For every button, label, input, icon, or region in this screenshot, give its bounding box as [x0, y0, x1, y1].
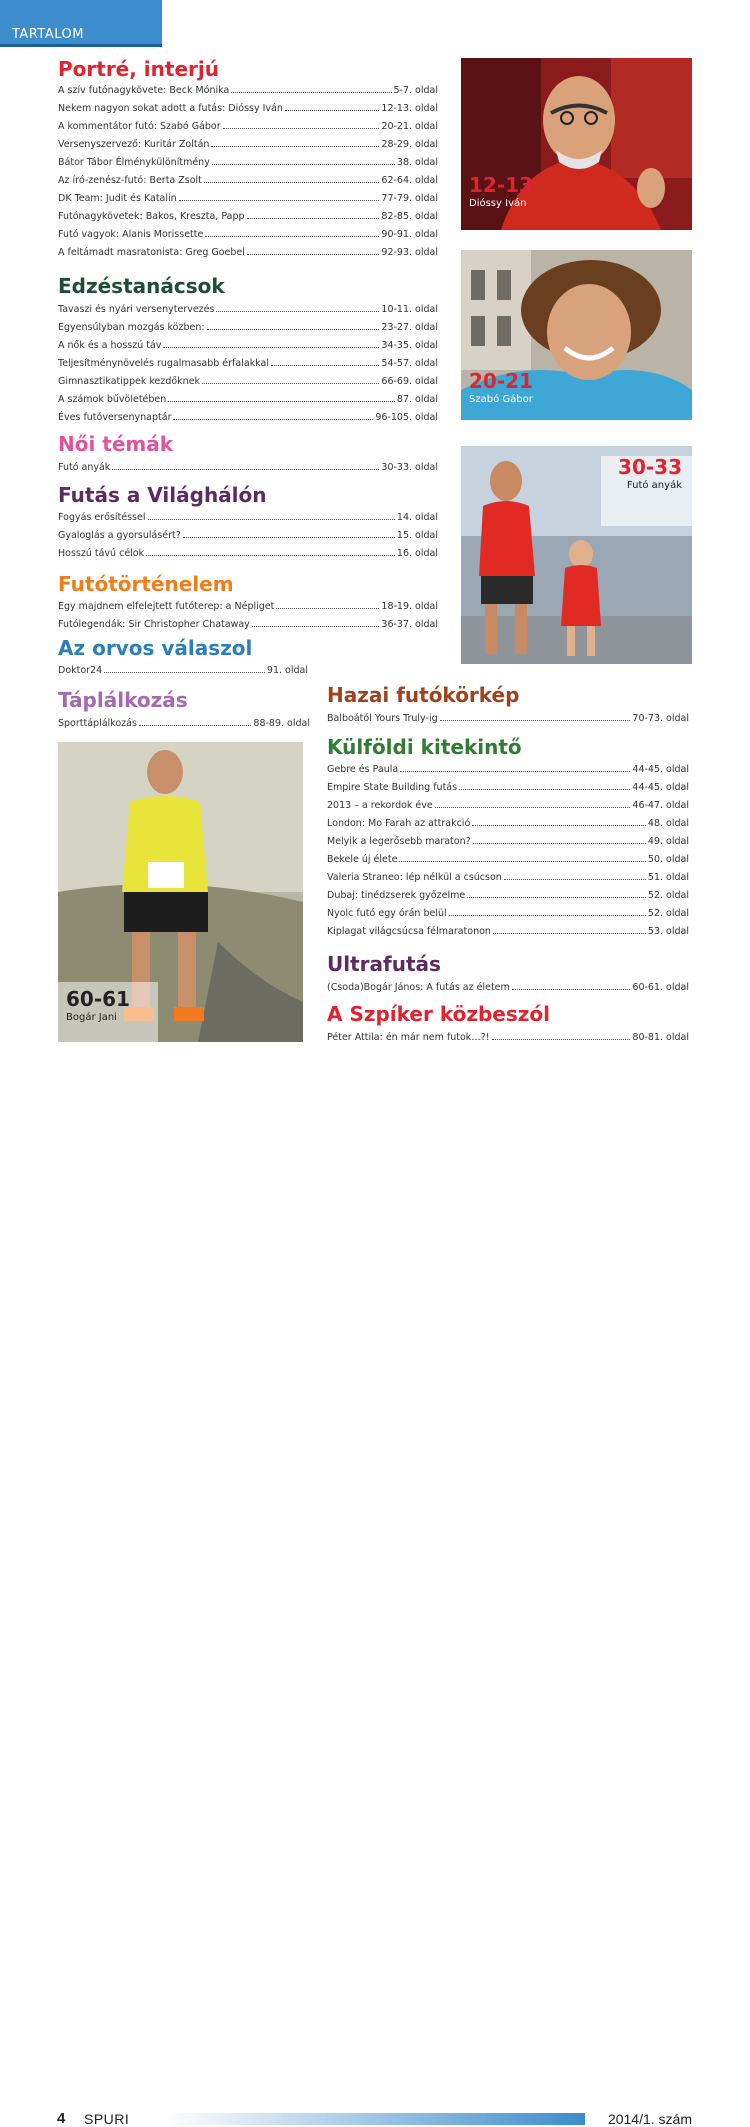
toc-entry: [58, 333, 438, 351]
section-title-portre: Portré, interjú: [58, 57, 219, 81]
toc-entry-leader: [440, 720, 631, 721]
toc-entry-title: A feltámadt masratonista: Greg Goebel: [58, 247, 245, 258]
toc-entry: [58, 78, 438, 96]
toc-entry-leader: [467, 897, 646, 898]
toc-entry-pages: 38. oldal: [396, 157, 438, 168]
toc-entry: [58, 132, 438, 150]
section-title-noi: Női témák: [58, 432, 174, 456]
toc-entry-leader: [271, 365, 379, 366]
photo-pages-bogar: 60-61: [66, 987, 130, 1011]
toc-entry-leader: [493, 933, 646, 934]
toc-entry-leader: [473, 843, 646, 844]
toc-entry: [327, 757, 689, 775]
toc-entry-pages: 66-69. oldal: [381, 376, 438, 387]
photo-pages-diossy: 12-13: [469, 173, 533, 197]
toc-entry-leader: [435, 807, 631, 808]
toc-entry-title: DK Team: Judit és Katalin: [58, 193, 177, 204]
photo-caption-futo-anyak: [618, 456, 682, 491]
toc-entry: [58, 96, 438, 114]
toc-entry: [58, 222, 438, 240]
footer-gradient-bar: [165, 2113, 585, 2125]
toc-entry-pages: 91. oldal: [266, 665, 308, 676]
footer-issue: 2014/1. szám: [607, 2111, 692, 2127]
toc-entry-leader: [173, 419, 373, 420]
toc-entry: [58, 351, 438, 369]
toc-entry-leader: [252, 626, 380, 627]
toc-entry-pages: 51. oldal: [647, 872, 689, 883]
toc-entry-title: Egy majdnem elfelejtett futóterep: a Népliget: [58, 601, 275, 612]
toc-entry-title: Éves futóversenynaptár: [58, 412, 172, 423]
toc-list-portre: [58, 78, 438, 258]
toc-entry-pages: 48. oldal: [647, 818, 689, 829]
photo-pages-szabo: 20-21: [469, 369, 533, 393]
toc-entry: [58, 541, 438, 559]
toc-entry: [58, 455, 438, 473]
toc-entry-pages: 12-13. oldal: [381, 103, 438, 114]
toc-entry: [58, 505, 438, 523]
toc-entry: [58, 612, 438, 630]
toc-entry-pages: 15. oldal: [396, 530, 438, 541]
photo-futo-anyak: [461, 446, 692, 664]
section-title-orvos: Az orvos válaszol: [58, 636, 253, 660]
toc-entry-title: Kiplagat világcsúcsa félmaratonon: [327, 926, 491, 937]
toc-entry: [58, 297, 438, 315]
toc-entry-title: Teljesítménynövelés rugalmasabb érfalakkal: [58, 358, 269, 369]
toc-entry-title: Fogyás erősítéssel: [58, 512, 146, 523]
toc-entry-title: Egyensúlyban mozgás közben:: [58, 322, 205, 333]
section-title-edzes: Edzéstanácsok: [58, 274, 225, 298]
toc-entry-leader: [139, 725, 251, 726]
toc-entry-title: Doktor24: [58, 665, 103, 676]
toc-entry-pages: 92-93. oldal: [381, 247, 438, 258]
toc-entry-pages: 10-11. oldal: [381, 304, 438, 315]
toc-entry-title: Nyolc futó egy órán belül: [327, 908, 447, 919]
toc-entry-leader: [212, 164, 395, 165]
toc-entry-leader: [400, 771, 630, 772]
toc-list-vilaghalo: [58, 505, 438, 559]
toc-entry: [58, 387, 438, 405]
toc-entry-pages: 70-73. oldal: [632, 713, 689, 724]
toc-entry-pages: 96-105. oldal: [375, 412, 438, 423]
section-title-taplalkozas: Táplálkozás: [58, 688, 188, 712]
section-title-vilaghalo: Futás a Világhálón: [58, 483, 267, 507]
toc-entry-pages: 30-33. oldal: [381, 462, 438, 473]
toc-entry: [327, 706, 689, 724]
section-title-tortenelem: Futótörténelem: [58, 572, 234, 596]
toc-entry-pages: 36-37. oldal: [381, 619, 438, 630]
toc-entry-leader: [179, 200, 380, 201]
toc-entry-pages: 77-79. oldal: [381, 193, 438, 204]
toc-entry-title: Futólegendák: Sir Christopher Chataway: [58, 619, 250, 630]
toc-list-szpiker: [327, 1025, 689, 1043]
toc-entry: [58, 150, 438, 168]
toc-entry: [58, 186, 438, 204]
toc-entry: [58, 658, 308, 676]
toc-entry: [58, 369, 438, 387]
section-tab: [0, 0, 162, 47]
toc-entry-pages: 23-27. oldal: [381, 322, 438, 333]
toc-entry: [58, 204, 438, 222]
toc-entry-pages: 44-45. oldal: [632, 782, 689, 793]
toc-entry-leader: [285, 110, 380, 111]
toc-entry-title: Bátor Tábor Élménykülönítmény: [58, 157, 210, 168]
photo-name-bogar: Bogár Jani: [66, 1012, 117, 1023]
toc-entry-pages: 50. oldal: [647, 854, 689, 865]
toc-entry: [58, 594, 438, 612]
toc-entry-pages: 20-21. oldal: [381, 121, 438, 132]
toc-entry-title: Nekem nagyon sokat adott a futás: Dióssy Iván: [58, 103, 283, 114]
toc-entry-leader: [492, 1039, 631, 1040]
toc-entry-leader: [104, 672, 265, 673]
section-tab-label: TARTALOM: [12, 27, 84, 42]
toc-entry-pages: 60-61. oldal: [632, 982, 689, 993]
section-title-szpiker: A Szpíker közbeszól: [327, 1002, 550, 1026]
toc-entry-pages: 14. oldal: [396, 512, 438, 523]
photo-caption-szabo: [469, 370, 533, 405]
toc-entry-leader: [223, 128, 380, 129]
toc-list-noi: [58, 455, 438, 473]
toc-entry-title: London: Mo Farah az attrakció: [327, 818, 471, 829]
photo-name-futo-anyak: Futó anyák: [626, 480, 682, 491]
toc-entry-title: A szív futónagykövete: Beck Mónika: [58, 85, 230, 96]
toc-list-tortenelem: [58, 594, 438, 630]
photo-bogar-jani: [58, 742, 303, 1042]
toc-entry-leader: [146, 555, 395, 556]
toc-entry-title: Dubaj: tinédzserek győzelme: [327, 890, 466, 901]
toc-entry-title: Gyaloglás a gyorsulásért?: [58, 530, 181, 541]
toc-entry-pages: 80-81. oldal: [632, 1032, 689, 1043]
section-title-ultra: Ultrafutás: [327, 952, 441, 976]
toc-entry-title: Az író-zenész-futó: Berta Zsolt: [58, 175, 202, 186]
toc-entry-pages: 18-19. oldal: [381, 601, 438, 612]
toc-entry-leader: [216, 311, 379, 312]
toc-entry-title: Bekele új élete: [327, 854, 398, 865]
toc-list-taplalkozas: [58, 711, 310, 729]
toc-entry-leader: [207, 329, 380, 330]
photo-caption-diossy: [469, 174, 533, 209]
toc-entry-leader: [183, 537, 395, 538]
toc-entry: [327, 975, 689, 993]
toc-entry-pages: 46-47. oldal: [632, 800, 689, 811]
toc-entry-title: Empire State Building futás: [327, 782, 458, 793]
section-title-kulfoldi: Külföldi kitekintő: [327, 735, 522, 759]
toc-entry-title: Gebre és Paula: [327, 764, 399, 775]
toc-entry-title: Futónagykövetek: Bakos, Kreszta, Papp: [58, 211, 245, 222]
toc-entry: [58, 168, 438, 186]
photo-name-szabo: Szabó Gábor: [469, 394, 533, 405]
toc-entry-leader: [168, 401, 395, 402]
toc-entry-pages: 87. oldal: [396, 394, 438, 405]
toc-entry-title: Tavaszi és nyári versenytervezés: [58, 304, 215, 315]
toc-entry: [58, 523, 438, 541]
section-title-hazai: Hazai futókörkép: [327, 683, 520, 707]
toc-entry-title: 2013 – a rekordok éve: [327, 800, 433, 811]
toc-entry: [327, 865, 689, 883]
toc-entry-title: Melyik a legerősebb maraton?: [327, 836, 471, 847]
toc-entry: [327, 883, 689, 901]
toc-list-ultra: [327, 975, 689, 993]
toc-entry-leader: [112, 469, 379, 470]
toc-entry: [327, 811, 689, 829]
toc-entry-pages: 52. oldal: [647, 908, 689, 919]
toc-entry-pages: 82-85. oldal: [381, 211, 438, 222]
toc-entry-pages: 16. oldal: [396, 548, 438, 559]
toc-entry-pages: 49. oldal: [647, 836, 689, 847]
toc-entry-leader: [148, 519, 395, 520]
toc-entry-pages: 54-57. oldal: [381, 358, 438, 369]
photo-szabo-gabor: [461, 250, 692, 420]
toc-entry: [58, 114, 438, 132]
toc-entry: [58, 405, 438, 423]
toc-entry-leader: [504, 879, 646, 880]
toc-entry-leader: [449, 915, 646, 916]
toc-entry: [327, 1025, 689, 1043]
toc-entry-leader: [211, 146, 379, 147]
toc-list-edzes: [58, 297, 438, 423]
toc-entry-leader: [472, 825, 646, 826]
toc-entry-leader: [204, 182, 379, 183]
toc-entry-title: Hosszú távú célok: [58, 548, 145, 559]
footer-magazine-name: SPURI: [84, 2111, 130, 2127]
toc-entry-leader: [247, 254, 380, 255]
toc-entry: [327, 847, 689, 865]
toc-entry-pages: 5-7. oldal: [393, 85, 438, 96]
toc-entry-leader: [163, 347, 379, 348]
toc-entry: [58, 315, 438, 333]
toc-entry-pages: 88-89. oldal: [253, 718, 310, 729]
photo-name-diossy: Dióssy Iván: [469, 198, 527, 209]
toc-entry-pages: 62-64. oldal: [381, 175, 438, 186]
toc-entry-title: (Csoda)Bogár János: A futás az életem: [327, 982, 510, 993]
toc-entry-title: Futó vagyok: Alanis Morissette: [58, 229, 204, 240]
toc-entry: [58, 711, 310, 729]
toc-entry-leader: [247, 218, 380, 219]
toc-entry-title: Valeria Straneo: lép nélkül a csúcson: [327, 872, 502, 883]
toc-list-orvos: [58, 658, 308, 676]
toc-entry-title: A nők és a hosszú táv: [58, 340, 162, 351]
photo-pages-futo-anyak: 30-33: [618, 455, 682, 479]
toc-entry-title: Balboától Yours Truly-ig: [327, 713, 438, 724]
toc-entry: [327, 829, 689, 847]
footer: [0, 1050, 750, 2127]
toc-entry-pages: 90-91. oldal: [381, 229, 438, 240]
toc-entry-leader: [205, 236, 379, 237]
toc-list-hazai: [327, 706, 689, 724]
photo-caption-bogar: [58, 982, 158, 1042]
toc-entry-pages: 53. oldal: [647, 926, 689, 937]
toc-entry-leader: [231, 92, 391, 93]
photo-diossy-ivan: [461, 58, 692, 230]
toc-entry: [327, 793, 689, 811]
toc-entry-title: Versenyszervező: Kuritár Zoltán: [58, 139, 210, 150]
toc-entry-title: Sporttáplálkozás: [58, 718, 137, 729]
toc-entry-title: Péter Attila: én már nem futok…?!: [327, 1032, 490, 1043]
toc-entry: [327, 919, 689, 937]
toc-entry-leader: [202, 383, 379, 384]
toc-entry-leader: [399, 861, 645, 862]
toc-entry: [327, 775, 689, 793]
footer-page-number: 4: [57, 2110, 66, 2127]
toc-entry-title: A számok bűvöletében: [58, 394, 167, 405]
toc-entry-leader: [512, 989, 631, 990]
toc-list-kulfoldi: [327, 757, 689, 937]
toc-entry-title: A kommentátor futó: Szabó Gábor: [58, 121, 221, 132]
toc-entry-leader: [459, 789, 630, 790]
toc-entry-leader: [276, 608, 379, 609]
toc-entry-title: Futó anyák: [58, 462, 111, 473]
toc-entry: [327, 901, 689, 919]
toc-entry-pages: 44-45. oldal: [632, 764, 689, 775]
toc-entry-pages: 52. oldal: [647, 890, 689, 901]
toc-entry-pages: 28-29. oldal: [381, 139, 438, 150]
toc-entry-title: Gimnasztikatippek kezdőknek: [58, 376, 201, 387]
toc-entry: [58, 240, 438, 258]
toc-entry-pages: 34-35. oldal: [381, 340, 438, 351]
